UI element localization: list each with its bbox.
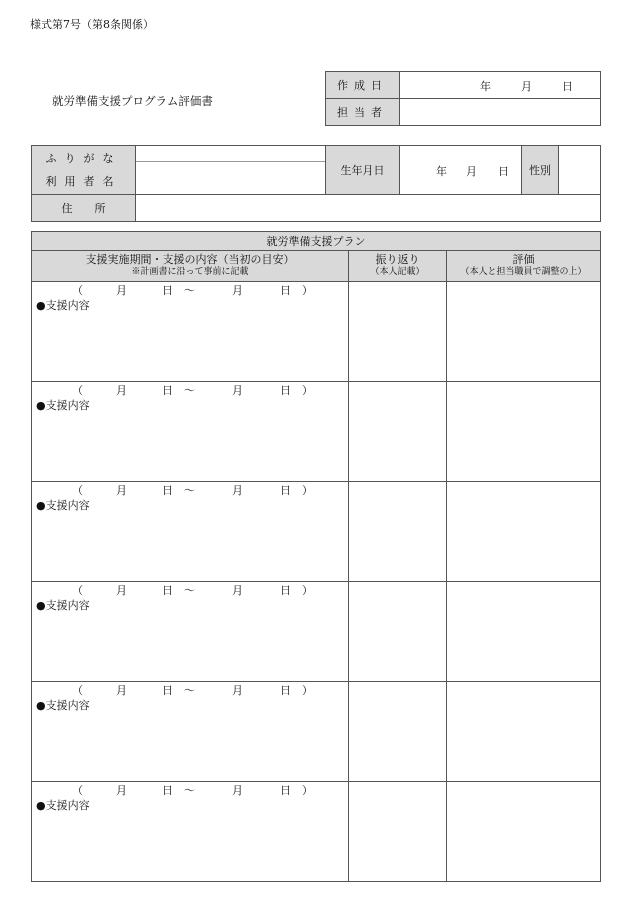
period-mark: 月 (116, 384, 127, 397)
evaluation-cell[interactable] (447, 582, 601, 682)
period-mark: 月 (116, 484, 127, 497)
period-mark: 日 (162, 284, 173, 297)
support-period (32, 282, 348, 296)
period-mark: 日 (280, 784, 291, 797)
period-mark: ） (302, 684, 313, 697)
reflection-cell[interactable] (349, 782, 447, 882)
support-content-label: ●支援内容 (36, 799, 90, 812)
support-content-label: ●支援内容 (36, 599, 90, 612)
address-label: 住 所 (32, 195, 136, 222)
period-mark: 月 (232, 384, 243, 397)
gender-field[interactable] (559, 146, 601, 195)
birthdate-label: 生年月日 (326, 146, 400, 195)
support-period (32, 782, 348, 796)
col-period-header (32, 251, 349, 282)
period-mark: 日 (280, 384, 291, 397)
period-mark: ～ (184, 684, 195, 697)
plan-row (32, 682, 601, 782)
reflection-cell[interactable] (349, 682, 447, 782)
period-mark: 月 (232, 584, 243, 597)
period-mark: ） (302, 784, 313, 797)
col-evaluation-header (447, 251, 601, 282)
reflection-cell[interactable] (349, 482, 447, 582)
period-mark: ～ (184, 784, 195, 797)
day-mark: 日 (498, 165, 509, 178)
period-mark: 日 (280, 484, 291, 497)
meta-table (325, 71, 601, 126)
day-mark: 日 (562, 80, 573, 93)
period-mark: 月 (116, 284, 127, 297)
plan-row (32, 382, 601, 482)
period-mark: ～ (184, 284, 195, 297)
period-mark: 月 (232, 484, 243, 497)
gender-label: 性別 (522, 146, 559, 195)
furigana-input[interactable] (136, 146, 325, 161)
evaluation-cell[interactable] (447, 382, 601, 482)
support-period (32, 482, 348, 496)
period-mark: 月 (232, 284, 243, 297)
created-date-label: 作成日 (326, 72, 400, 99)
staff-label: 担当者 (326, 99, 400, 126)
plan-content-cell[interactable] (32, 382, 349, 482)
period-mark: （ (72, 384, 83, 397)
evaluation-cell[interactable] (447, 782, 601, 882)
evaluation-header-note: （本人と担当職員で調整の上） (460, 267, 587, 277)
period-header-text: 支援実施期間・支援の内容（当初の目安） (85, 253, 295, 266)
reflection-cell[interactable] (349, 282, 447, 382)
support-period (32, 582, 348, 596)
year-mark: 年 (480, 80, 491, 93)
year-mark: 年 (436, 165, 447, 178)
plan-content-cell[interactable] (32, 682, 349, 782)
period-mark: 日 (162, 484, 173, 497)
created-date-field[interactable] (400, 72, 601, 99)
period-mark: 日 (280, 684, 291, 697)
plan-title: 就労準備支援プラン (32, 232, 601, 251)
period-mark: 日 (162, 784, 173, 797)
period-mark: （ (72, 684, 83, 697)
period-mark: 日 (162, 384, 173, 397)
support-content-label: ●支援内容 (36, 499, 90, 512)
period-mark: 月 (116, 684, 127, 697)
staff-field[interactable] (400, 99, 601, 126)
reflection-cell[interactable] (349, 382, 447, 482)
support-content-label: ●支援内容 (36, 299, 90, 312)
period-mark: ） (302, 384, 313, 397)
support-period (32, 682, 348, 696)
period-mark: ） (302, 284, 313, 297)
period-mark: ） (302, 484, 313, 497)
address-field[interactable] (136, 195, 601, 222)
reflection-cell[interactable] (349, 582, 447, 682)
period-header-note: ※計画書に沿って事前に記載 (131, 267, 249, 277)
month-mark: 月 (466, 165, 477, 178)
period-mark: ） (302, 584, 313, 597)
support-content-label: ●支援内容 (36, 699, 90, 712)
plan-row (32, 582, 601, 682)
period-mark: 日 (280, 284, 291, 297)
name-field[interactable] (136, 146, 326, 195)
plan-row (32, 282, 601, 382)
form-number: 様式第7号（第8条関係） (30, 18, 154, 31)
col-reflection-header (349, 251, 447, 282)
furigana-label: ふりがな (45, 151, 122, 165)
period-mark: 日 (280, 584, 291, 597)
support-content-label: ●支援内容 (36, 399, 90, 412)
period-mark: （ (72, 584, 83, 597)
name-label: 利用者名 (45, 174, 122, 188)
plan-content-cell[interactable] (32, 582, 349, 682)
user-info-table (31, 145, 601, 222)
name-input[interactable] (136, 161, 325, 194)
plan-content-cell[interactable] (32, 282, 349, 382)
period-mark: （ (72, 784, 83, 797)
document-title: 就労準備支援プログラム評価書 (52, 94, 213, 108)
evaluation-cell[interactable] (447, 682, 601, 782)
evaluation-cell[interactable] (447, 282, 601, 382)
period-mark: ～ (184, 484, 195, 497)
period-mark: ～ (184, 384, 195, 397)
birthdate-field[interactable] (400, 146, 522, 195)
period-mark: 日 (162, 684, 173, 697)
period-mark: 月 (116, 584, 127, 597)
reflection-header-note: （本人記載） (370, 267, 425, 277)
reflection-header-text: 振り返り (375, 253, 420, 266)
plan-content-cell[interactable] (32, 482, 349, 582)
period-mark: 月 (232, 784, 243, 797)
period-mark: 月 (116, 784, 127, 797)
period-mark: （ (72, 484, 83, 497)
evaluation-header-text: 評価 (512, 253, 535, 266)
period-mark: 月 (232, 684, 243, 697)
evaluation-cell[interactable] (447, 482, 601, 582)
support-period (32, 382, 348, 396)
period-mark: ～ (184, 584, 195, 597)
plan-row (32, 782, 601, 882)
plan-content-cell[interactable] (32, 782, 349, 882)
plan-row (32, 482, 601, 582)
support-plan-table (31, 231, 601, 882)
month-mark: 月 (521, 80, 532, 93)
period-mark: 日 (162, 584, 173, 597)
furigana-name-label (32, 146, 136, 195)
period-mark: （ (72, 284, 83, 297)
